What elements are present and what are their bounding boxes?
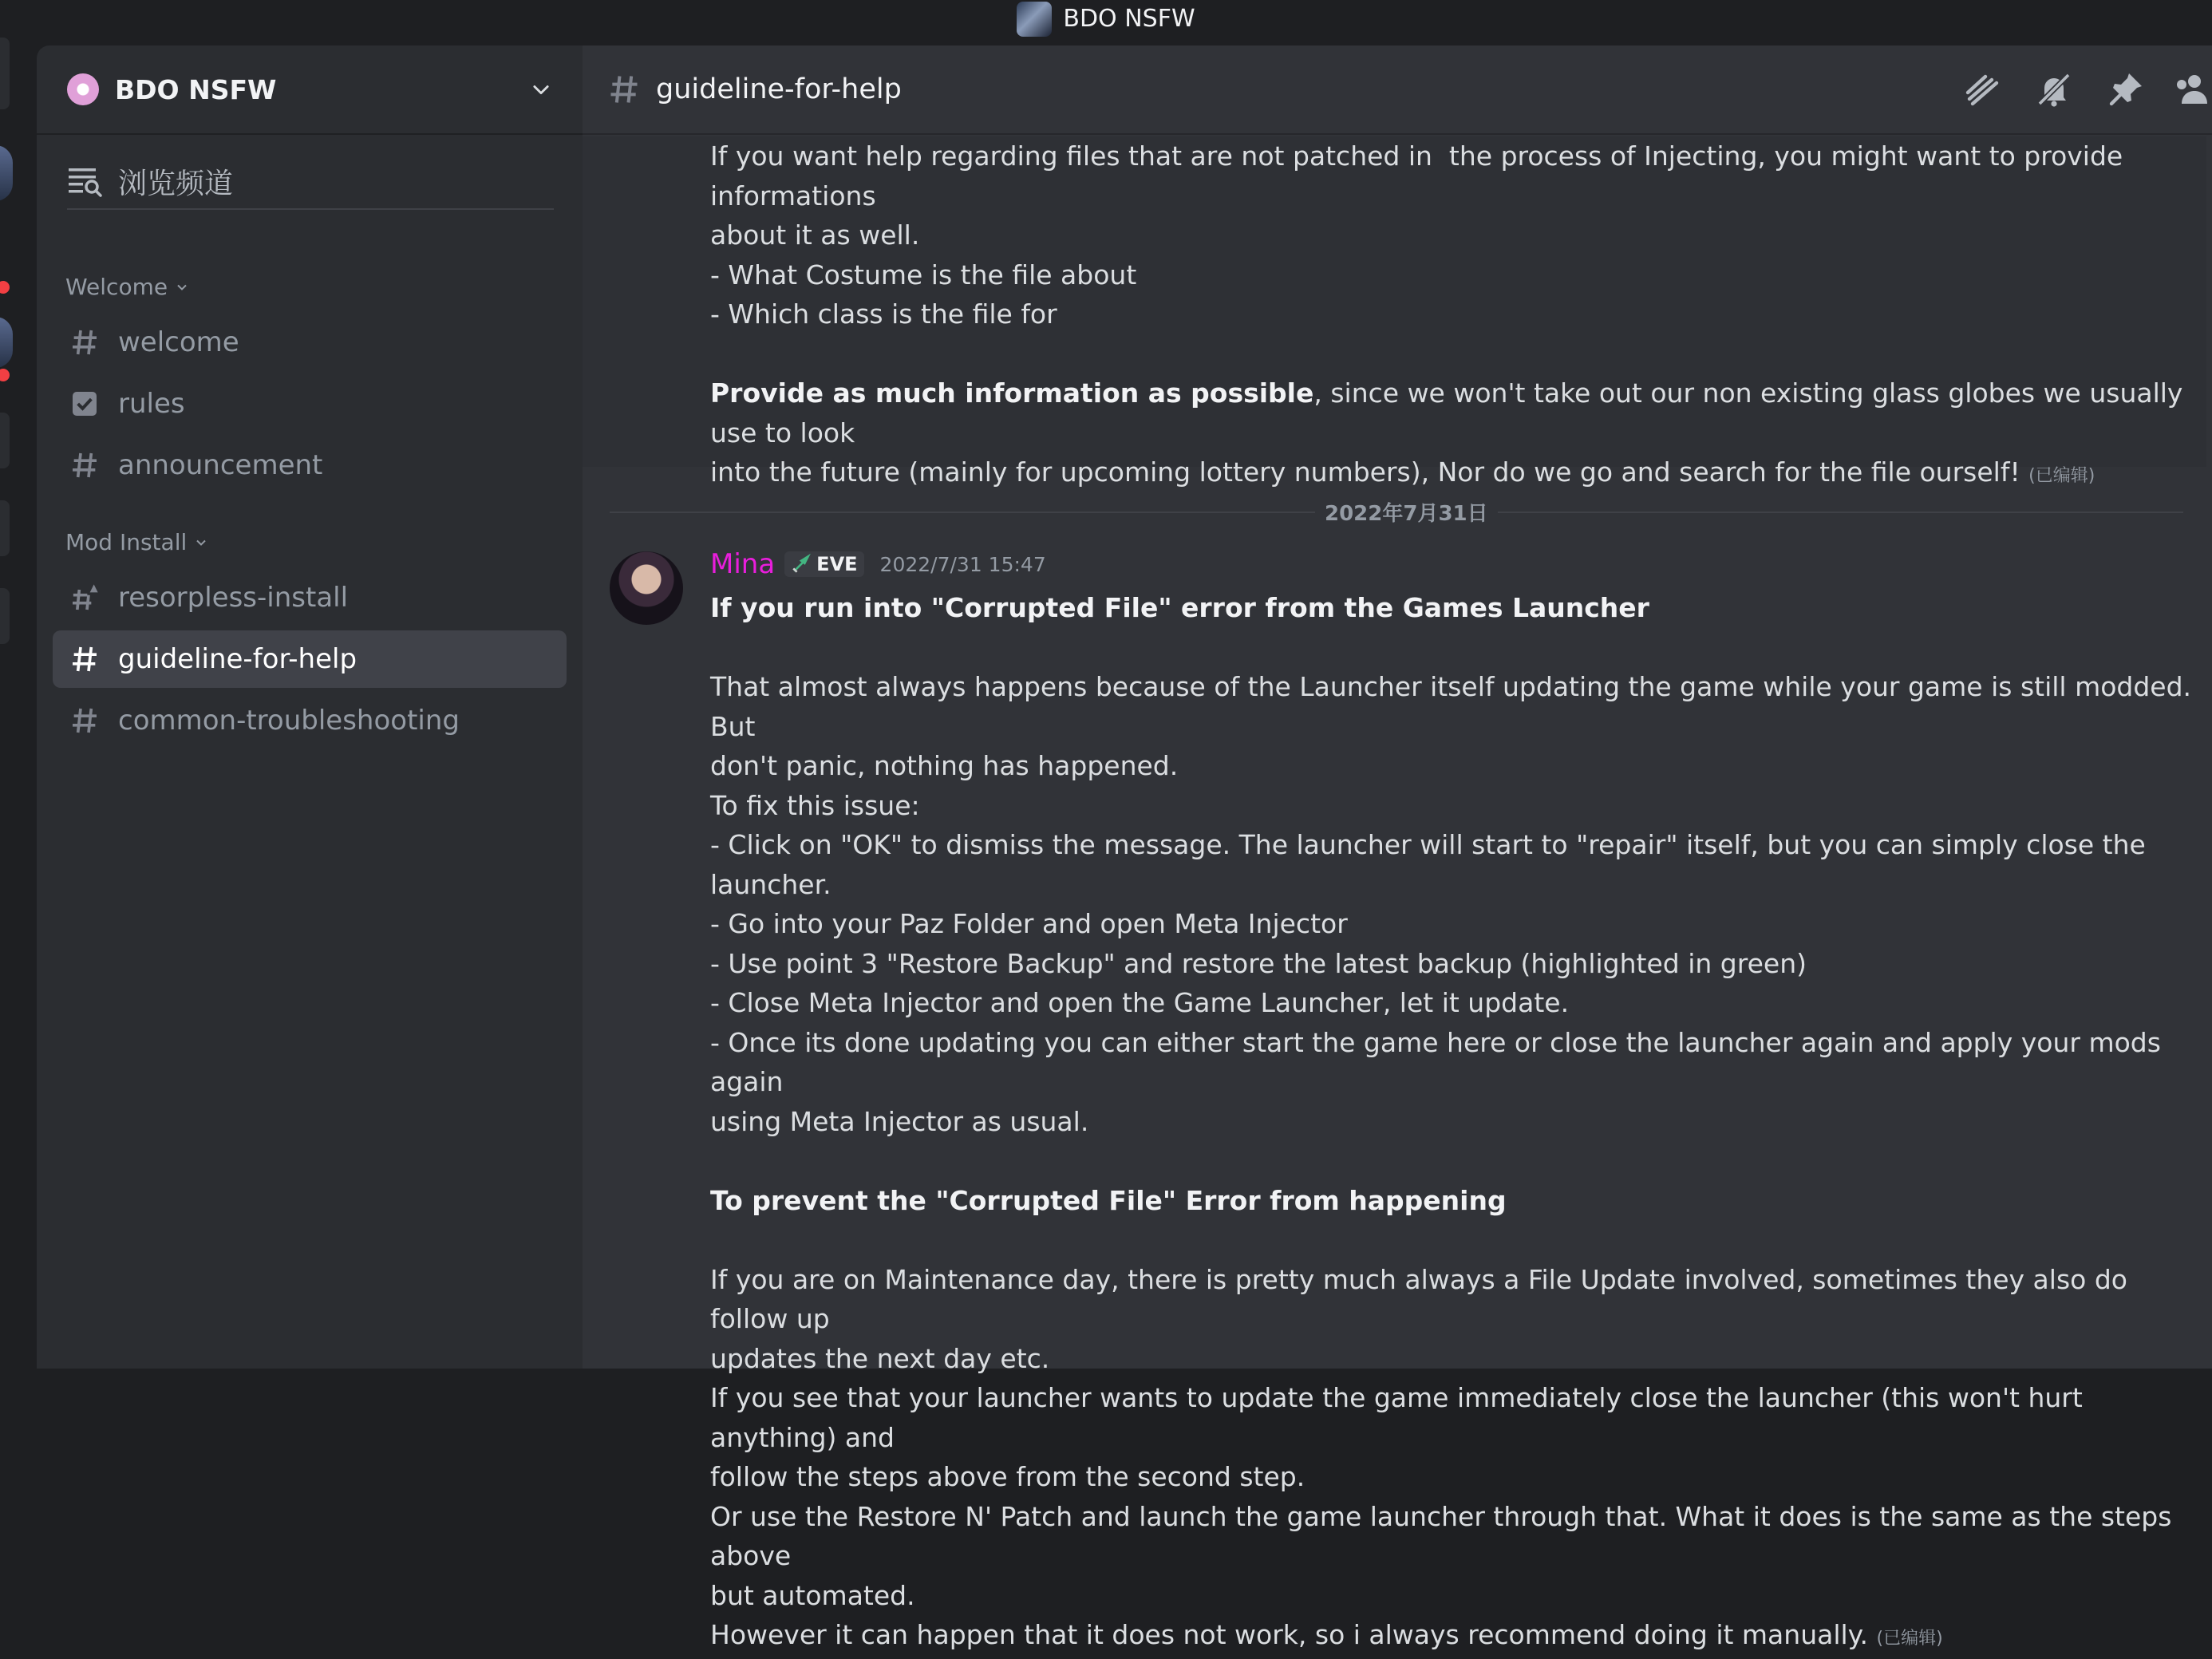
message-line: That almost always happens because of the Launcher itself updating the game while your game is still modded. But bbox=[710, 671, 2200, 742]
channel-item-guideline-for-help[interactable] bbox=[53, 630, 567, 688]
notification-badge bbox=[0, 369, 10, 381]
role-tag[interactable] bbox=[784, 551, 863, 577]
message-line: To fix this issue: bbox=[710, 789, 920, 821]
server-rail-item[interactable] bbox=[0, 38, 10, 109]
edited-label: (已编辑) bbox=[2028, 466, 2095, 486]
message-line: but automated. bbox=[710, 1579, 915, 1611]
message-heading: If you run into "Corrupted File" error from the Games Launcher bbox=[710, 592, 1649, 623]
message-line: into the future (mainly for upcoming lottery numbers), Nor do we go and search for the file ourself! bbox=[710, 456, 2020, 488]
server-rail bbox=[0, 38, 37, 1369]
channel-item-rules[interactable] bbox=[53, 375, 567, 433]
browse-channels[interactable] bbox=[67, 159, 554, 210]
message-line: - What Costume is the file about bbox=[710, 259, 1137, 290]
chevron-down-icon bbox=[174, 279, 190, 295]
channel-title: guideline-for-help bbox=[656, 73, 902, 105]
channel-label: welcome bbox=[118, 326, 239, 358]
category-label: Welcome bbox=[65, 274, 168, 300]
message-line: follow the steps above from the second step. bbox=[710, 1461, 1305, 1492]
hash-icon bbox=[69, 643, 101, 675]
message-line: If you are on Maintenance day, there is pretty much always a File Update involved, sometimes they also do follow up bbox=[710, 1263, 2136, 1334]
bold-text: Provide as much information as possible bbox=[710, 377, 1314, 409]
window-titlebar bbox=[0, 0, 2212, 38]
hash-icon bbox=[606, 72, 642, 107]
server-rail-item[interactable] bbox=[0, 588, 10, 644]
threads-button[interactable] bbox=[1961, 69, 2003, 110]
previous-message bbox=[583, 136, 2206, 488]
message-list bbox=[583, 136, 2212, 1650]
hash-locked-icon bbox=[69, 582, 101, 614]
channel-label: announcement bbox=[118, 449, 323, 481]
category-label: Mod Install bbox=[65, 529, 188, 555]
message-line: don't panic, nothing has happened. bbox=[710, 750, 1179, 781]
edited-label: (已编辑) bbox=[1876, 1629, 1943, 1649]
guild-name: BDO NSFW bbox=[115, 73, 277, 105]
members-icon bbox=[2172, 70, 2210, 109]
message-line: If you want help regarding files that are not patched in the process of Injecting, you might want to provide informations bbox=[710, 140, 2131, 211]
hash-icon bbox=[69, 705, 101, 737]
previous-message-content[interactable] bbox=[710, 136, 2194, 496]
sword-icon bbox=[791, 554, 812, 575]
rules-check-icon bbox=[69, 388, 101, 420]
window-title: BDO NSFW bbox=[1063, 5, 1195, 33]
server-rail-item[interactable] bbox=[0, 145, 13, 201]
message-line: updates the next day etc. bbox=[710, 1342, 1050, 1374]
notification-settings-button[interactable] bbox=[2033, 69, 2075, 110]
channel-item-announcement[interactable] bbox=[53, 436, 567, 494]
message-line: about it as well. bbox=[710, 219, 920, 251]
message-line: - Use point 3 "Restore Backup" and restore the latest backup (highlighted in green) bbox=[710, 947, 1807, 979]
chevron-down-icon bbox=[193, 535, 209, 551]
channel-item-welcome[interactable] bbox=[53, 314, 567, 371]
message-line: - Click on "OK" to dismiss the message. The launcher will start to "repair" itself, but you can simply close the launcher. bbox=[710, 829, 2155, 900]
channel-label: resorpless-install bbox=[118, 582, 349, 614]
notification-badge bbox=[0, 281, 10, 294]
guild-home-icon bbox=[67, 73, 99, 105]
channel-sidebar bbox=[37, 45, 583, 1369]
guild-header[interactable] bbox=[37, 45, 583, 135]
browse-channels-label: 浏览频道 bbox=[118, 167, 234, 200]
channel-item-common-troubleshooting[interactable] bbox=[53, 692, 567, 749]
message-line: - Close Meta Injector and open the Game Launcher, let it update. bbox=[710, 987, 1570, 1018]
server-rail-item[interactable] bbox=[0, 413, 10, 468]
message-heading: To prevent the "Corrupted File" Error from happening bbox=[710, 1184, 1507, 1216]
server-avatar-icon bbox=[1017, 2, 1052, 37]
threads-icon bbox=[1963, 70, 2001, 109]
message-line: using Meta Injector as usual. bbox=[710, 1105, 1089, 1137]
category-welcome[interactable] bbox=[65, 274, 190, 300]
pinned-messages-button[interactable] bbox=[2105, 69, 2147, 110]
channel-label: common-troubleshooting bbox=[118, 705, 460, 737]
message-line: Or use the Restore N' Patch and launch the game launcher through that. What it does is the same as the steps above bbox=[710, 1500, 2180, 1571]
message-header bbox=[710, 548, 1046, 580]
chat-area bbox=[583, 45, 2212, 1650]
message-line: , since we won't take out our non existing glass globes we usually use to look bbox=[710, 377, 2191, 448]
category-mod-install[interactable] bbox=[65, 529, 209, 555]
message-line: - Which class is the file for bbox=[710, 298, 1057, 330]
avatar[interactable] bbox=[610, 551, 683, 625]
channel-label: rules bbox=[118, 388, 185, 420]
browse-list-icon bbox=[67, 165, 102, 197]
channel-item-resorpless-install[interactable] bbox=[53, 569, 567, 626]
server-rail-item[interactable] bbox=[0, 500, 10, 556]
pin-icon bbox=[2107, 70, 2145, 109]
channel-label: guideline-for-help bbox=[118, 643, 357, 675]
timestamp: 2022/7/31 15:47 bbox=[879, 552, 1046, 576]
channel-header bbox=[583, 45, 2212, 135]
message-line: If you see that your launcher wants to update the game immediately close the launcher (this won't hurt anything) and bbox=[710, 1382, 2092, 1453]
member-list-button[interactable] bbox=[2171, 69, 2212, 110]
username[interactable]: Mina bbox=[710, 548, 776, 580]
message-line: However it can happen that it does not work, so i always recommend doing it manually. bbox=[710, 1619, 1868, 1650]
chevron-down-icon[interactable] bbox=[530, 78, 552, 101]
hash-icon bbox=[69, 449, 101, 481]
server-rail-item[interactable] bbox=[0, 317, 13, 368]
message-line: - Once its done updating you can either start the game here or close the launcher again and apply your mods again bbox=[710, 1026, 2170, 1097]
notifications-muted-icon bbox=[2035, 70, 2073, 109]
hash-icon bbox=[69, 326, 101, 358]
message-line: - Go into your Paz Folder and open Meta Injector bbox=[710, 908, 1348, 939]
role-label: EVE bbox=[816, 553, 858, 575]
message-content[interactable] bbox=[710, 588, 2200, 1659]
date-divider-label: 2022年7月31日 bbox=[1315, 497, 1498, 527]
